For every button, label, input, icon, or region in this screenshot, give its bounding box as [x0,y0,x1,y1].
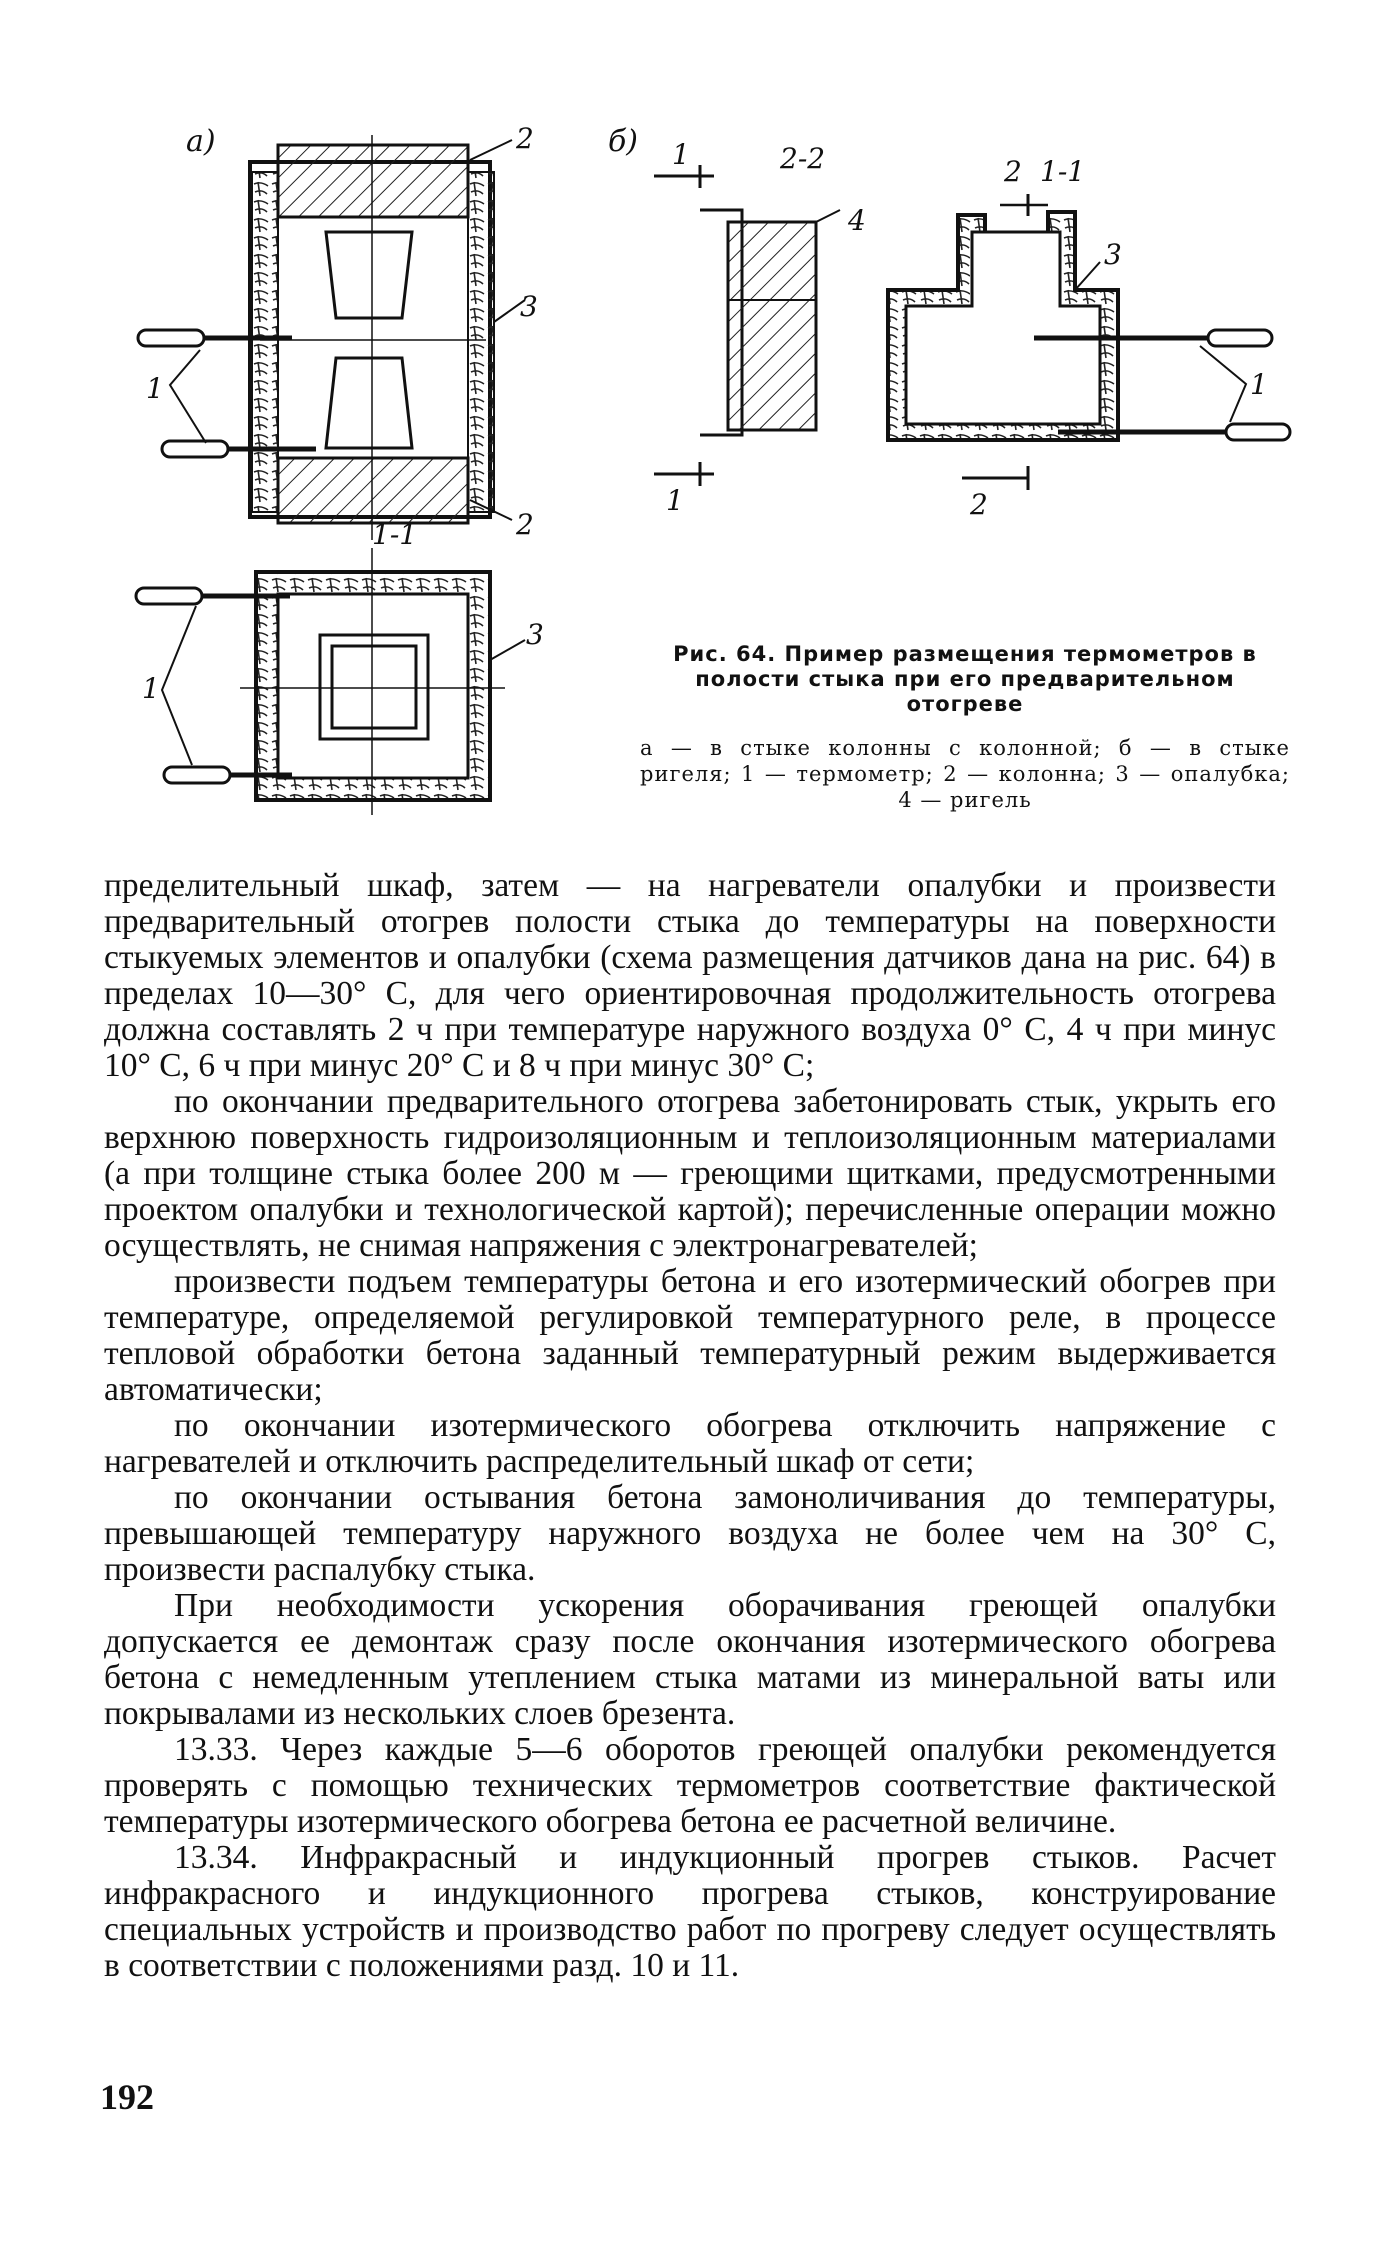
paragraph: произвести подъем температуры бетона и его изотермический обогрев при температуре, определяемой регулировкой температурного реле, в процессе тепловой обработки бетона заданный температурный режим выдерживается автоматически; [104,1263,1276,1408]
caption-legend: а — в стыке колонны с колонной; б — в стыке ригеля; 1 — термометр; 2 — колонна; 3 — опалубка; 4 — ригель [640,736,1290,812]
figure-caption [640,642,1290,813]
section-label-1-1-b: 1-1 [1040,155,1086,188]
panel-a-section [136,548,525,815]
panel-b-label: б) [608,124,639,159]
mark-3-a: 3 [520,290,538,323]
body-text [104,868,1276,1984]
paragraph: 13.34. Инфракрасный и индукционный прогрев стыков. Расчет инфракрасного и индукционного прогрева стыков, конструирование специальных устройств и производство работ по прогреву следует осуществлять в соответствии с положениями разд. 10 и 11. [104,1839,1276,1984]
mark-2-bottom-b: 2 [970,488,988,521]
panel-b-section-11 [888,194,1290,490]
mark-3-b: 3 [1104,238,1122,271]
panel-a-label: а) [186,124,216,159]
mark-1-a: 1 [146,372,164,405]
mark-2-top-b: 2 [1004,155,1022,188]
paragraph: по окончании остывания бетона замоноличивания до температуры, превышающей температуру наружного воздуха не более чем на 30° С, произвести распалубку стыка. [104,1479,1276,1588]
mark-2-bottom-a: 2 [516,508,534,541]
mark-1-bottom-b: 1 [666,484,684,517]
figure-64 [0,0,1388,860]
panel-a-elevation [138,135,525,540]
mark-4-b: 4 [848,204,866,237]
mark-1-right-b: 1 [1250,368,1268,401]
mark-1-section-a: 1 [142,672,160,705]
mark-3-section-a: 3 [526,618,544,651]
mark-1-top-b: 1 [672,138,690,171]
paragraph: 13.33. Через каждые 5—6 оборотов греющей опалубки рекомендуется проверять с помощью технических термометров соответствие фактической температуры изотермического обогрева бетона ее расчетной величине. [104,1731,1276,1840]
paragraph: пределительный шкаф, затем — на нагреватели опалубки и произвести предварительный отогрев полости стыка до температуры на поверхности стыкуемых элементов и опалубки (схема размещения датчиков дана на рис. 64) в пределах 10—30° С, для чего ориентировочная продолжительность отогрева должна составлять 2 ч при температуре наружного воздуха 0° С, 4 ч при минус 10° С, 6 ч при минус 20° С и 8 ч при минус 30° С; [104,867,1276,1084]
paragraph: При необходимости ускорения оборачивания греющей опалубки допускается ее демонтаж сразу после окончания изотермического обогрева бетона с немедленным утеплением стыка матами из минеральной ваты или покрывалами из нескольких слоев брезента. [104,1587,1276,1732]
section-label-2-2: 2-2 [780,142,826,175]
paragraph: по окончании предварительного отогрева забетонировать стык, укрыть его верхнюю поверхность гидроизоляционным и теплоизоляционным материалами (а при толщине стыка более 200 м — греющими щитками, предусмотренными проектом опалубки и технологической картой); перечисленные операции можно осуществлять, не снимая напряжения с электронагревателей; [104,1083,1276,1264]
mark-2-top-a: 2 [516,122,534,155]
caption-title: Рис. 64. Пример размещения термометров в полости стыка при его предварительном отогреве [673,642,1257,716]
panel-b-section-22 [654,165,840,486]
section-label-1-1-a: 1-1 [372,518,418,551]
page-number: 192 [100,2077,154,2117]
paragraph: по окончании изотермического обогрева отключить напряжение с нагревателей и отключить распределительный шкаф от сети; [104,1407,1276,1480]
